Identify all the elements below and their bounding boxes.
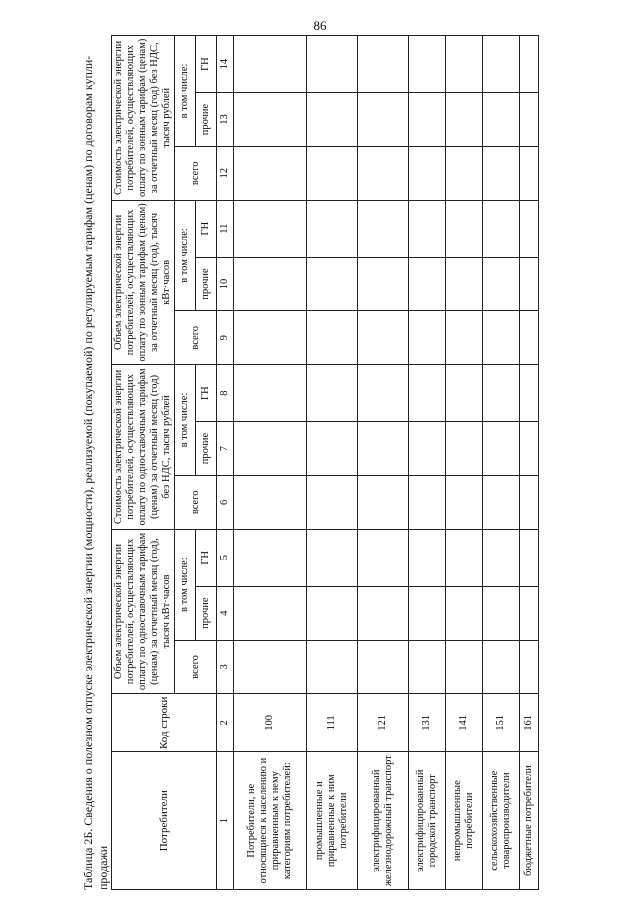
col-number: 11 [217,200,234,257]
empty-cell [307,640,358,694]
header-consumers: Потребители [112,752,217,890]
empty-cell [446,93,483,147]
header-including: в том числе: [175,365,196,476]
empty-cell [409,586,446,640]
empty-cell [520,200,539,257]
empty-cell [520,475,539,529]
consumer-label: электрифицированный железнодорожный транспорт [358,752,409,890]
col-number: 4 [217,586,234,640]
empty-cell [409,146,446,200]
empty-cell [483,365,520,422]
empty-cell [234,365,307,422]
consumer-label: электрифицированный городской транспорт [409,752,446,890]
empty-cell [358,257,409,311]
header-total: всего [175,640,217,694]
col-number: 5 [217,529,234,586]
empty-cell [307,475,358,529]
col-number: 1 [217,752,234,890]
empty-cell [307,200,358,257]
table-row [520,36,539,890]
col-number: 13 [217,93,234,147]
empty-cell [409,475,446,529]
table-row [446,36,483,890]
table-caption: Таблица 2Б. Сведения о полезном отпуске электрической энергии (мощности), реализуемой (покупаемой) по регулируемым тарифам (ценам) по договорам купли-продажи [81,55,110,890]
col-number: 3 [217,640,234,694]
table-row [307,36,358,890]
empty-cell [483,640,520,694]
empty-cell [358,475,409,529]
empty-cell [358,422,409,476]
empty-cell [358,529,409,586]
empty-cell [520,93,539,147]
empty-cell [234,200,307,257]
header-other: прочие [196,93,217,147]
col-number: 9 [217,311,234,365]
empty-cell [483,200,520,257]
header-gn: ГН [196,36,217,93]
empty-cell [520,640,539,694]
header-including: в том числе: [175,529,196,640]
empty-cell [483,475,520,529]
empty-cell [483,586,520,640]
header-total: всего [175,146,217,200]
header-including: в том числе: [175,200,196,311]
empty-cell [483,36,520,93]
col-number: 8 [217,365,234,422]
header-gn: ГН [196,365,217,422]
empty-cell [409,36,446,93]
empty-cell [483,529,520,586]
line-code: 161 [520,694,539,752]
consumer-label: непромышленные потребители [446,752,483,890]
header-line-code: Код строки [112,694,217,752]
empty-cell [307,586,358,640]
header-gn: ГН [196,200,217,257]
empty-cell [446,257,483,311]
empty-cell [409,257,446,311]
empty-cell [409,311,446,365]
empty-cell [307,93,358,147]
table-row [483,36,520,890]
empty-cell [307,257,358,311]
empty-cell [409,365,446,422]
empty-cell [520,311,539,365]
empty-cell [520,146,539,200]
header-gn: ГН [196,529,217,586]
empty-cell [446,365,483,422]
rotated-page-content [75,28,635,898]
empty-cell [446,586,483,640]
empty-cell [520,422,539,476]
empty-cell [358,146,409,200]
header-other: прочие [196,422,217,476]
empty-cell [234,257,307,311]
empty-cell [483,311,520,365]
empty-cell [446,200,483,257]
empty-cell [234,640,307,694]
empty-cell [520,586,539,640]
col-number: 7 [217,422,234,476]
empty-cell [307,36,358,93]
empty-cell [307,422,358,476]
empty-cell [446,36,483,93]
header-volume-single-rate: Объем электрической энергии потребителей, осуществляющих оплату по одноставочным тарифам (ценам) за отчетный месяц (год), тысяч кВт·часов [112,529,175,694]
line-code: 100 [234,694,307,752]
header-total: всего [175,475,217,529]
col-number: 12 [217,146,234,200]
empty-cell [409,422,446,476]
empty-cell [409,529,446,586]
table-row [234,36,307,890]
col-number: 14 [217,36,234,93]
consumer-label: бюджетные потребители [520,752,539,890]
empty-cell [234,422,307,476]
empty-cell [358,311,409,365]
header-including: в том числе: [175,36,196,147]
empty-cell [520,36,539,93]
empty-cell [483,257,520,311]
empty-cell [234,93,307,147]
empty-cell [520,529,539,586]
empty-cell [307,146,358,200]
empty-cell [234,475,307,529]
empty-cell [234,311,307,365]
empty-cell [307,529,358,586]
empty-cell [234,529,307,586]
empty-cell [358,640,409,694]
empty-cell [358,93,409,147]
empty-cell [409,200,446,257]
empty-cell [358,200,409,257]
line-code: 131 [409,694,446,752]
header-other: прочие [196,257,217,311]
col-number: 10 [217,257,234,311]
line-code: 121 [358,694,409,752]
empty-cell [520,257,539,311]
consumption-table [111,35,539,890]
col-number: 6 [217,475,234,529]
empty-cell [446,422,483,476]
empty-cell [307,311,358,365]
header-cost-single-rate: Стоимость электрической энергии потребителей, осуществляющих оплату по одноставочным тарифам (ценам) за отчетный месяц (год) без НДС, тысяч рублей [112,365,175,530]
empty-cell [409,93,446,147]
header-cost-zonal: Стоимость электрической энергии потребителей, осуществляющих оплату по зонным тарифам (ценам) за отчетный месяц (год) без НДС, тысяч рублей [112,36,175,201]
empty-cell [483,146,520,200]
page-number: 86 [313,18,327,33]
empty-cell [483,93,520,147]
empty-cell [446,311,483,365]
empty-cell [234,146,307,200]
empty-cell [446,475,483,529]
consumer-label: промышленные и приравненные к ним потребители [307,752,358,890]
empty-cell [483,422,520,476]
empty-cell [358,36,409,93]
empty-cell [307,365,358,422]
empty-cell [446,146,483,200]
empty-cell [234,586,307,640]
empty-cell [446,529,483,586]
line-code: 151 [483,694,520,752]
table-row [358,36,409,890]
header-total: всего [175,311,217,365]
col-number: 2 [217,694,234,752]
consumer-label: Потребители, не относящиеся к населению и приравненным к нему категориям потребителей: [234,752,307,890]
line-code: 111 [307,694,358,752]
header-other: прочие [196,586,217,640]
empty-cell [358,365,409,422]
empty-cell [446,640,483,694]
line-code: 141 [446,694,483,752]
header-volume-zonal: Объем электрической энергии потребителей, осуществляющих оплату по зонным тарифам (ценам) за отчетный месяц (год), тысяч кВт·часов [112,200,175,365]
empty-cell [358,586,409,640]
empty-cell [234,36,307,93]
empty-cell [520,365,539,422]
consumer-label: сельскохозяйственные товаропроизводители [483,752,520,890]
table-row [409,36,446,890]
empty-cell [409,640,446,694]
